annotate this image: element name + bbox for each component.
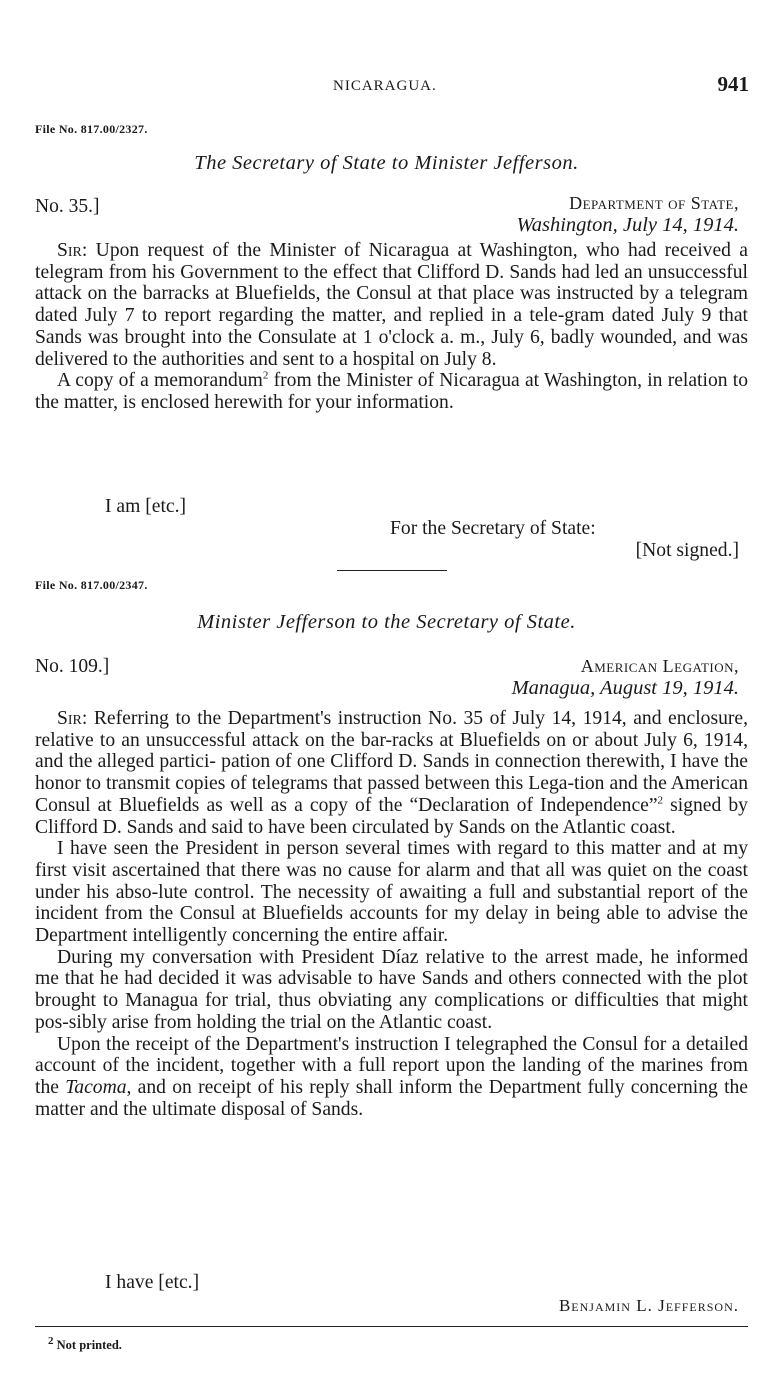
text-line: 1914, and enclosure, relative to an unsuccessful attack on the bar- [35,708,748,751]
salutation: Sir: [57,240,88,261]
paragraph [35,370,748,413]
text-line: of the incident from the Consul at Bluefields accounts for my delay [35,881,748,925]
text-line: Sands and others connected with the plot brought to Managua for [35,968,748,1012]
text-line: dated July 7 to report regarding the matter, and replied in a tele- [35,305,565,327]
document-title-1: The Secretary of State to Minister Jefferson. [194,152,579,174]
paragraph [35,1034,748,1121]
sender-office-2: American Legation, [580,656,739,676]
signature-line-1: For the Secretary of State: [390,518,596,539]
text-line: the matter and the ultimate disposal of Sands. [35,1076,748,1120]
document-title-2: Minister Jefferson to the Secretary of State. [197,611,576,633]
text-line: in being able to advise the Department intelligently concerning the [35,903,748,947]
section-divider [337,570,447,571]
paragraph [35,240,748,370]
footnote-divider [35,1326,748,1327]
text-line: cause for alarm and that all was quiet on the coast under his abso- [35,859,748,903]
text-line: I have seen the President in person several times with regard to [57,838,570,860]
page-header [0,72,773,102]
text-line: full report upon the landing of the marines from the [35,1055,748,1098]
text-line: Clifford D. Sands had led an unsuccessful attack on the barracks [35,261,748,305]
sender-office-1: Department of State, [569,193,739,213]
text-line: Referring to the Department's instruction No. 35 of July 14, [93,708,577,729]
text-line: Upon the receipt of the Department's instruction I telegraphed [57,1033,548,1055]
text-line: entire affair. [352,925,449,947]
text-line: honor to transmit copies of telegrams that passed between this Lega- [35,773,574,795]
text-line: at Bluefields, the Consul at that place was instructed by a telegram [215,283,749,305]
despatch-number-2: No. 109.] [35,656,110,677]
text-line: the Consul for a detailed account of the incident, together with a [35,1033,748,1077]
salutation: Sir: [57,708,88,729]
text-line: pation of one Clifford D. Sands in connection therewith, I have the [221,751,748,773]
text-line: this matter and at my first visit ascertained that there was no [35,838,748,881]
file-number-1: File No. 817.00/2327. [35,122,148,136]
text-line: During my conversation with President Díaz relative to the arrest [57,946,589,968]
signature-2: Benjamin L. Jefferson. [558,1296,739,1315]
text-line: “Declaration of Independence” [409,794,658,816]
text-line: A copy of a memorandum [57,370,263,392]
text-line: racks at Bluefields on or about July 6, 1914, and the alleged partici- [35,729,748,773]
letter-body-2 [35,708,748,1120]
text-line: Upon request of the Minister of Nicaragua at Washington, [95,240,578,261]
text-line: lute control. The necessity of awaiting a full and substantial report [158,881,695,903]
closing-1: I am [etc.] [105,496,187,517]
paragraph [35,708,748,838]
text-line: sibly arise from holding the trial on the Atlantic coast. [68,1011,493,1033]
instruction-number-1: No. 35.] [35,196,100,217]
text-line: authorities and sent to a hospital on July 8. [161,348,497,370]
signature-note-1: [Not signed.] [635,540,739,561]
closing-2: I have [etc.] [105,1272,200,1293]
text-line: made, he informed me that he had decided it was advisable to have [35,946,748,990]
footnote-text: Not printed. [56,1338,122,1352]
text-line: trial, thus obviating any complications or difficulties that might pos- [35,990,748,1033]
text-line: Washington, in relation to the matter, is enclosed herewith for your [35,370,749,413]
text-line: from the Minister of Nicaragua at [273,370,540,392]
dateline-1: Washington, July 14, 1914. [516,214,739,236]
text-line: o'clock a. m., July 6, badly wounded, and was delivered to the [35,326,748,370]
footnote-reference: 2 [657,794,664,807]
dateline-2: Managua, August 19, 1914. [511,677,739,699]
text-line: information. [356,391,454,413]
footnote-mark: 2 [48,1334,54,1347]
text-line: receipt of his reply shall inform the Department fully concerning [198,1076,718,1098]
running-title: NICARAGUA. [333,78,437,94]
text-line: gram dated July 9 that Sands was brought into the Consulate at 1 [35,305,748,348]
page-number: 941 [717,72,749,96]
text-line: said to have been circulated by Sands on the Atlantic coast. [211,816,676,838]
paragraph [35,947,748,1034]
paragraph [35,838,748,947]
text-line: , and on [126,1076,192,1098]
letter-body-1 [35,240,748,414]
footnote-reference: 2 [262,369,269,382]
footnote [48,1334,122,1353]
text-line: who had received a telegram from his Government to the effect that [35,240,748,283]
text-line: tion and the American Consul at Bluefields as well as a copy of the [35,773,748,816]
text-line: signed by Clifford D. Sands and [35,794,748,838]
ship-name: Tacoma [65,1076,127,1098]
file-number-2: File No. 817.00/2347. [35,578,148,592]
